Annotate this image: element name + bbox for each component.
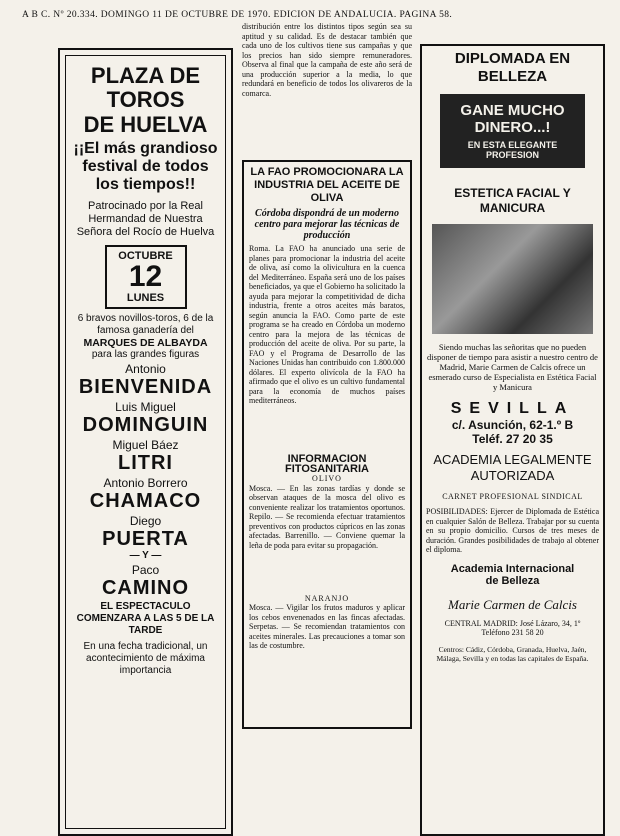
fao-body: Roma. La FAO ha anunciado una serie de planes para promocionar la industria del aceite de oliva, así como la olivicultura en la cuenca del Mediterráneo. España será uno de los países beneficiados, ya que el Gobierno ha solicitado la ayuda para mejorar la competitividad de dicha industria, frente a otros aceites más baratos, según anuncia la FAO. Como parte de este programa se ha creado en Córdoba un moderno centro para la mejora de las técnicas de producción del aceite de oliva. Por su parte, la FAO y el Programa de Desarrollo de las Naciones Unidas han contribuido con 1.800.000 dólares. El experto olivícola de la FAO ha afirmado que el olivo es un cultivo fundamental para la economía de muchos países mediterráneos. xyxy=(249,244,405,405)
intro-paragraph: distribución entre los distintos tipos según sea su aptitud y su calidad. Es de destacar también que cada uno de los cultivos tiene sus campañas y que los precios han sido siempre remuneradores. Observa al final que la campaña de este año será de una producción superior a la media, lo que redundará en beneficio de todos los olivareros de la comarca. xyxy=(242,22,412,98)
date-box xyxy=(105,245,187,309)
banner-line-1: GANE MUCHO DINERO...! xyxy=(460,102,565,136)
fighter-first-name: Luis Miguel xyxy=(115,400,176,414)
fito-text-naranjo: Mosca. — Vigilar los frutos maduros y aplicar los cebos envenenados en las fincas afectadas. Serpetas. — Se recomiendan tratamientos con aceites minerales. Las precauciones a tomar son las de costumbre. xyxy=(249,603,405,650)
bullfight-ad xyxy=(58,48,233,836)
beauty-body: Siendo muchas las señoritas que no pueden disponer de tiempo para asistir a nuestro centro de Madrid, Marie Carmen de Calcis ofrece un esmerado curso de Especialista en Estética Facial y Manicura xyxy=(427,342,598,392)
academy2-line-1: Academia Internacional xyxy=(450,562,575,575)
fighter-last-name: CHAMACO xyxy=(89,490,202,512)
ad-title-1: PLAZA DE TOROS xyxy=(90,63,201,112)
central-phone: Teléfono 231 58 20 xyxy=(481,627,544,637)
date-weekday: LUNES xyxy=(126,292,165,304)
bulls-text: 6 bravos novillos-toros, 6 de la famosa ganadería del xyxy=(77,313,214,336)
fighter-first-name: Paco xyxy=(131,563,160,577)
fighter-first-name: Antonio xyxy=(125,362,166,376)
money-banner xyxy=(440,94,585,168)
beauty-photo xyxy=(432,224,593,334)
fao-subhead: Córdoba dispondrá de un moderno centro para mejorar las técnicas de producción xyxy=(254,208,400,241)
ad-tagline: ¡¡El más grandioso festival de todos los tiempos!! xyxy=(73,140,218,193)
breeder: MARQUES DE ALBAYDA xyxy=(83,337,208,349)
fighter-last-name: CAMINO xyxy=(101,577,190,599)
date-month: OCTUBRE xyxy=(118,250,173,262)
fito-headline: INFORMACION FITOSANITARIA xyxy=(285,453,369,475)
banner-line-2: EN ESTA ELEGANTE PROFESION xyxy=(467,140,558,160)
fighter-first-name: Diego xyxy=(129,514,162,528)
beauty-title: DIPLOMADA EN BELLEZA xyxy=(454,50,571,85)
fighter-last-name: DOMINGUIN xyxy=(82,414,209,436)
y-separator: — Y — xyxy=(129,550,162,561)
central-address: CENTRAL MADRID: José Lázaro, 34, 1º xyxy=(444,618,581,628)
signature: Marie Carmen de Calcis xyxy=(448,596,577,612)
carnet: CARNET PROFESIONAL SINDICAL xyxy=(442,492,583,501)
academy-line: ACADEMIA LEGALMENTE AUTORIZADA xyxy=(433,452,592,483)
footer-centres: Centros: Cádiz, Córdoba, Granada, Huelva, Jaén, Málaga, Sevilla y en todas las capitales de España. xyxy=(436,644,589,663)
ad-title-2: DE HUELVA xyxy=(83,112,208,137)
details: POSIBILIDADES: Ejercer de Diplomada de Estética en cualquier Salón de Belleza. Trabajar por su cuenta en su propio domicilio. Cursos de tres meses de duración. Grandes posibilidades de trabajo al obtener el diploma. xyxy=(426,507,599,554)
city: SEVILLA xyxy=(450,400,575,417)
fao-headline: LA FAO PROMOCIONARA LA INDUSTRIA DEL ACEITE DE OLIVA xyxy=(250,166,404,204)
academy2-line-2: de Belleza xyxy=(485,574,540,587)
fito-text-olivo: Mosca. — En las zonas tardías y donde se observan ataques de la mosca del olivo es conveniente realizar los tratamientos oportunos. Repilo. — Se recomienda efectuar tratamientos preventivos con productos cúpricos en las zonas afectadas. Barrenillo. — Conviene quemar la leña de poda para evitar su propagación. xyxy=(249,483,405,550)
fighter-first-name: Miguel Báez xyxy=(112,438,179,452)
fighter-first-name: Antonio Borrero xyxy=(103,476,188,490)
service-line: ESTETICA FACIAL Y MANICURA xyxy=(454,186,571,215)
closing-note: En una fecha tradicional, un acontecimiento de máxima importancia xyxy=(83,641,208,676)
ad-patron: Patrocinado por la Real Hermandad de Nuestra Señora del Rocío de Huelva xyxy=(76,200,215,238)
fao-article xyxy=(242,160,412,729)
fito-sub-olivo: OLIVO xyxy=(312,474,342,483)
phone: Teléf. 27 20 35 xyxy=(472,432,553,446)
fito-sub-naranjo: NARANJO xyxy=(304,593,350,603)
page-header: A B C. Nº 20.334. DOMINGO 11 DE OCTUBRE DE 1970. EDICION DE ANDALUCIA. PAGINA 58. xyxy=(22,10,453,20)
figures-intro: para las grandes figuras xyxy=(91,349,200,360)
fighter-last-name: BIENVENIDA xyxy=(78,376,213,398)
news-column xyxy=(242,22,412,729)
fighters-list xyxy=(66,363,225,599)
beauty-ad xyxy=(420,44,605,836)
date-day: 12 xyxy=(128,260,163,293)
address: c/. Asunción, 62-1.º B xyxy=(451,418,574,432)
start-time: EL ESPECTACULO COMENZARA A LAS 5 DE LA TARDE xyxy=(76,601,215,636)
fighter-last-name: PUERTA xyxy=(102,528,189,550)
fighter-last-name: LITRI xyxy=(118,452,173,474)
